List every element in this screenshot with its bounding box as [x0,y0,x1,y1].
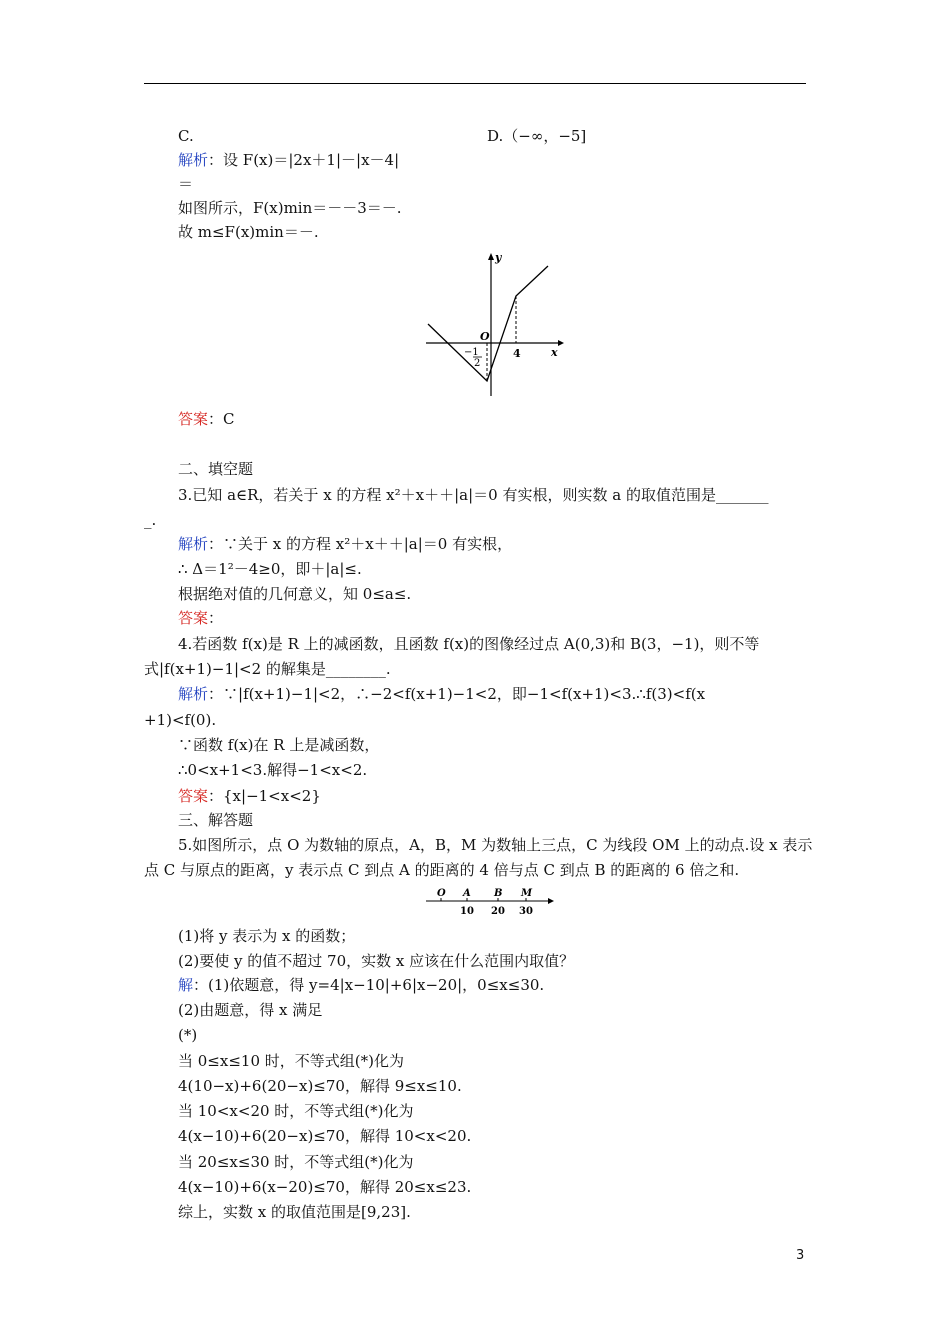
tick-4: 4 [513,347,521,360]
q2-solution-line3: 如图所示，F(x)min＝－－3＝－. [178,199,402,217]
value-10: 10 [460,906,474,916]
q5-solution-line10: 综上，实数 x 的取值范围是[9,23]. [178,1203,411,1221]
q4-solution-line4: ∴0<x+1<3.解得−1<x<2. [178,761,368,779]
q5-line2: 点 C 与原点的距离，y 表示点 C 到点 A 的距离的 4 倍与点 C 到点 B 的距离的 6 倍之和. [144,861,740,879]
answer-label: 答案 [178,410,209,428]
origin-label: O [480,330,490,343]
value-30: 30 [519,906,533,916]
q2-solution-line4: 故 m≤F(x)min＝－. [178,223,319,241]
tick-neg-half-bottom: 2 [474,358,481,369]
answer-label: 答案 [178,787,209,805]
value-20: 20 [491,906,505,916]
q2-solution-line1: 解析：设 F(x)＝|2x＋1|－|x－4| [178,151,400,169]
y-label: y [495,251,502,264]
q5-solution-line8: 当 20≤x≤30 时，不等式组(*)化为 [178,1153,414,1171]
point-o-label: O [437,888,446,899]
number-line-arrow [548,898,554,904]
q4-solution-line1: 解析：∵|f(x+1)−1|<2，∴−2<f(x+1)−1<2，即−1<f(x+1)<3.∴f(3)<f(x [178,685,706,703]
q5-part2: (2)要使 y 的值不超过 70，实数 x 应该在什么范围内取值？ [178,952,575,970]
q5-solution-line6: 当 10<x<20 时，不等式组(*)化为 [178,1102,414,1120]
point-a-label: A [463,888,471,899]
q3-line1: 3.已知 a∈R，若关于 x 的方程 x²＋x＋＋|a|＝0 有实根，则实数 a 的取值范围是_______ [178,486,769,504]
number-line [420,884,560,916]
q5-solution-line7: 4(x−10)+6(20−x)≤70，解得 10<x<20. [178,1127,472,1145]
q3-line2: _. [144,511,157,529]
q3-solution-line1: 解析：∵关于 x 的方程 x²＋x＋＋|a|＝0 有实根， [178,535,513,553]
solution-label: 解析 [178,151,209,169]
q5-solution-line4: 当 0≤x≤10 时，不等式组(*)化为 [178,1052,404,1070]
option-d: D.（−∞，−5] [487,127,587,145]
function-graph [420,248,570,398]
q4-line2: 式|f(x+1)−1|<2 的解集是________. [144,660,391,678]
q4-line1: 4.若函数 f(x)是 R 上的减函数，且函数 f(x)的图像经过点 A(0,3)和 B(3，−1)，则不等 [178,635,760,653]
q5-solution-line2: (2)由题意，得 x 满足 [178,1001,323,1019]
q5-part1: (1)将 y 表示为 x 的函数； [178,927,356,945]
solution-label: 解 [178,976,194,994]
page-number: 3 [796,1248,805,1263]
q5-solution-line1: 解：(1)依题意，得 y=4|x−10|+6|x−20|，0≤x≤30. [178,976,545,994]
graph-curve [428,266,548,381]
point-m-label: M [521,888,533,899]
section2-title: 二、填空题 [178,460,254,478]
q5-solution-line9: 4(x−10)+6(x−20)≤70，解得 20≤x≤23. [178,1178,472,1196]
section3-title: 三、解答题 [178,811,254,829]
x-label: x [551,346,558,359]
x-axis-arrow [558,340,564,346]
q5-line1: 5.如图所示，点 O 为数轴的原点，A，B，M 为数轴上三点，C 为线段 OM 上的动点.设 x 表示 [178,836,813,854]
tick-neg-half-top: −1 [464,347,479,358]
option-c: C. [178,127,194,145]
solution-label: 解析 [178,535,209,553]
q4-solution-line3: ∵函数 f(x)在 R 上是减函数， [178,736,380,754]
answer-label: 答案 [178,609,209,627]
q4-answer: 答案：{x|−1<x<2} [178,787,321,805]
q3-solution-line2: ∴ Δ＝1²－4≥0，即＋|a|≤. [178,560,362,578]
y-axis-arrow [488,253,494,260]
q4-solution-line2: +1)<f(0). [144,711,217,729]
q2-solution-line2: ＝ [178,175,194,193]
header-rule [144,83,806,84]
solution-label: 解析 [178,685,209,703]
q5-solution-line3: (*) [178,1026,198,1044]
q2-answer: 答案：C [178,410,235,428]
point-b-label: B [494,888,503,899]
q5-solution-line5: 4(10−x)+6(20−x)≤70，解得 9≤x≤10. [178,1077,462,1095]
q3-answer: 答案： [178,609,224,627]
q3-solution-line3: 根据绝对值的几何意义，知 0≤a≤. [178,585,412,603]
